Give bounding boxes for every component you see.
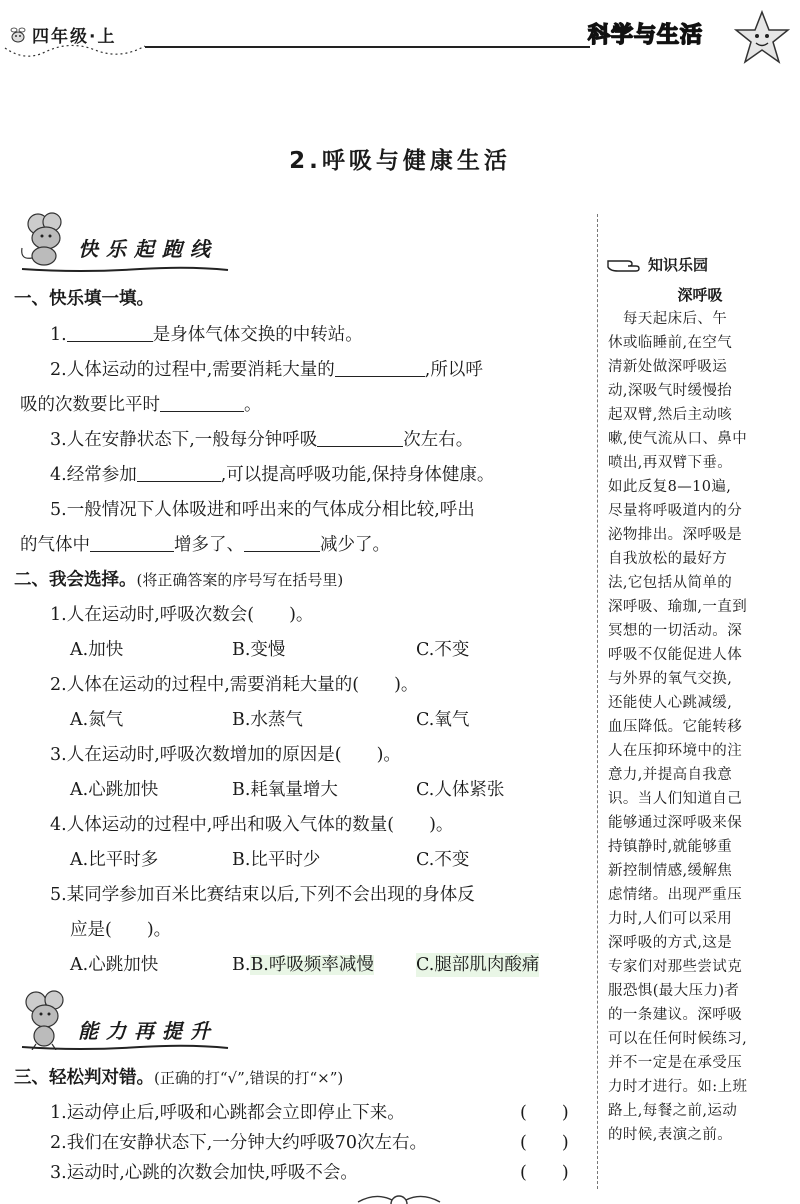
sidebar-text-line: 服恐惧(最大压力)者 (608, 983, 740, 999)
choice-q1-option-c[interactable]: C.不变 (416, 640, 470, 660)
sidebar-text-line: 路上,每餐之前,运动 (608, 1103, 738, 1119)
grade-label: 四年级·上 (32, 27, 117, 47)
section3-heading: 三、轻松判对错。(正确的打“√”,错误的打“×”) (14, 1068, 344, 1088)
sidebar-text-line: 血压降低。它能转移 (608, 719, 743, 735)
choice-q4: 4.人体运动的过程中,呼出和吸入气体的数量( )。 (50, 815, 454, 835)
choice-q1: 1.人在运动时,呼吸次数会( )。 (50, 605, 314, 625)
answer-blank[interactable] (244, 534, 320, 552)
sidebar-text-line: 呼吸不仅能促进人体 (608, 647, 743, 663)
sidebar-text-line: 专家们对那些尝试克 (608, 959, 743, 975)
sidebar-text-line: 人在压抑环境中的注 (608, 743, 743, 759)
page-number-ornament (354, 1190, 444, 1204)
section3-note: (正确的打“√”,错误的打“×”) (154, 1069, 344, 1087)
sidebar-text-line: 法,它包括从简单的 (608, 575, 733, 591)
sidebar-text-line: 与外界的氧气交换, (608, 671, 733, 687)
judge-q1-answer[interactable]: ( ) (520, 1103, 569, 1123)
answer-blank[interactable] (90, 534, 174, 552)
sidebar-text-line: 嗽,使气流从口、鼻中 (608, 431, 748, 447)
fill-q4: 4.经常参加 ,可以提高呼吸功能,保持身体健康。 (50, 465, 495, 485)
banner-title: 快乐起跑线 (78, 237, 218, 261)
header-rule (145, 46, 590, 48)
answer-blank[interactable] (137, 464, 221, 482)
sidebar-text-line: 喷出,再双臂下垂。 (608, 455, 733, 471)
fill-q3: 3.人在安静状态下,一般每分钟呼吸 次左右。 (50, 430, 474, 450)
choice-q5-option-c[interactable]: C.腿部肌肉酸痛 (416, 955, 540, 975)
section2-heading: 二、我会选择。(将正确答案的序号写在括号里) (14, 570, 344, 590)
choice-q1-option-a[interactable]: A.加快 (70, 640, 124, 660)
choice-q2: 2.人体在运动的过程中,需要消耗大量的( )。 (50, 675, 419, 695)
judge-q1: 1.运动停止后,呼吸和心跳都会立即停止下来。 (50, 1103, 405, 1123)
banner-ability-up (14, 988, 218, 1050)
choice-q3-option-a[interactable]: A.心跳加快 (70, 780, 159, 800)
sidebar-text-line: 尽量将呼吸道内的分 (608, 503, 743, 519)
sidebar-text-line: 清新处做深呼吸运 (608, 359, 728, 375)
sidebar-text-line: 力时才进行。如:上班 (608, 1079, 748, 1095)
choice-q5-cont: 应是( )。 (70, 920, 172, 940)
sidebar-text-line: 意力,并提高自我意 (608, 767, 733, 783)
sidebar-text-line: 动,深吸气时缓慢抬 (608, 383, 733, 399)
banner-underline (20, 1042, 230, 1052)
sidebar-text-line: 并不一定是在承受压 (608, 1055, 743, 1071)
sidebar-text-line: 如此反复8—10遍, (608, 479, 732, 495)
sidebar-heading: 知识乐园 (606, 253, 708, 275)
sidebar-text-line: 泌物排出。深呼吸是 (608, 527, 743, 543)
star-mascot-icon (732, 8, 792, 70)
sidebar-text-line: 起双臂,然后主动咳 (608, 407, 733, 423)
sidebar-text-line: 还能使人心跳减缓, (608, 695, 733, 711)
fill-q2-cont: 吸的次数要比平时 。 (20, 395, 262, 415)
sidebar-text-line: 的一条建议。深呼吸 (608, 1007, 743, 1023)
choice-q3-option-b[interactable]: B.耗氧量增大 (232, 780, 338, 800)
banner-happy-start (14, 208, 218, 268)
sidebar-text-line: 能够通过深呼吸来保 (608, 815, 743, 831)
answer-blank[interactable] (67, 324, 153, 342)
sidebar-text-line: 深呼吸的方式,这是 (608, 935, 733, 951)
sidebar-text-line: 识。当人们知道自己 (608, 791, 743, 807)
banner-underline (20, 264, 230, 274)
sidebar-text-line: 每天起床后、午 (608, 311, 728, 327)
judge-q3: 3.运动时,心跳的次数会加快,呼吸不会。 (50, 1163, 358, 1183)
fill-q1: 1. 是身体气体交换的中转站。 (50, 325, 363, 345)
section1-heading: 一、快乐填一填。 (14, 289, 154, 309)
sidebar-text-line: 的时候,表演之前。 (608, 1127, 733, 1143)
judge-q3-answer[interactable]: ( ) (520, 1163, 569, 1183)
choice-q5-option-a[interactable]: A.心跳加快 (70, 955, 159, 975)
answer-blank[interactable] (335, 359, 425, 377)
choice-q3: 3.人在运动时,呼吸次数增加的原因是( )。 (50, 745, 401, 765)
sidebar-text-line: 持镇静时,就能够重 (608, 839, 733, 855)
choice-q4-option-a[interactable]: A.比平时多 (70, 850, 159, 870)
column-divider (597, 214, 598, 1189)
sidebar-text-line: 冥想的一切活动。深 (608, 623, 743, 639)
pointing-hand-icon (606, 253, 644, 275)
banner-title: 能力再提升 (78, 1019, 218, 1043)
choice-q1-option-b[interactable]: B.变慢 (232, 640, 286, 660)
mouse-mascot-icon (14, 208, 74, 268)
section2-note: (将正确答案的序号写在括号里) (136, 571, 344, 589)
choice-q4-option-b[interactable]: B.比平时少 (232, 850, 321, 870)
choice-q3-option-c[interactable]: C.人体紧张 (416, 780, 505, 800)
answer-blank[interactable] (160, 394, 244, 412)
page-title: 2.呼吸与健康生活 (289, 148, 511, 174)
sidebar-text-line: 深呼吸、瑜珈,一直到 (608, 599, 748, 615)
sidebar-text-line: 虑情绪。出现严重压 (608, 887, 743, 903)
fill-q5-cont: 的气体中 增多了、 减少了。 (20, 535, 390, 555)
mouse-mascot-icon (14, 988, 74, 1050)
choice-q4-option-c[interactable]: C.不变 (416, 850, 470, 870)
choice-q2-option-c[interactable]: C.氧气 (416, 710, 470, 730)
sidebar-text-line: 休或临睡前,在空气 (608, 335, 733, 351)
series-label: 科学与生活 (588, 23, 704, 48)
choice-q5-option-b[interactable]: B.B.呼吸频率减慢 (232, 955, 374, 975)
fill-q5: 5.一般情况下人体吸进和呼出来的气体成分相比较,呼出 (50, 500, 475, 520)
choice-q2-option-b[interactable]: B.水蒸气 (232, 710, 303, 730)
judge-q2: 2.我们在安静状态下,一分钟大约呼吸70次左右。 (50, 1133, 428, 1153)
choice-q5: 5.某同学参加百米比赛结束以后,下列不会出现的身体反 (50, 885, 475, 905)
sidebar-text-line: 可以在任何时候练习, (608, 1031, 748, 1047)
sidebar-text-line: 自我放松的最好方 (608, 551, 728, 567)
answer-blank[interactable] (317, 429, 403, 447)
fill-q2: 2.人体运动的过程中,需要消耗大量的 ,所以呼 (50, 360, 483, 380)
choice-q2-option-a[interactable]: A.氮气 (70, 710, 124, 730)
header-wave-decoration (0, 38, 150, 68)
judge-q2-answer[interactable]: ( ) (520, 1133, 569, 1153)
sidebar-text-line: 新控制情感,缓解焦 (608, 863, 733, 879)
sidebar-title: 深呼吸 (677, 286, 723, 304)
sidebar-text-line: 力时,人们可以采用 (608, 911, 733, 927)
